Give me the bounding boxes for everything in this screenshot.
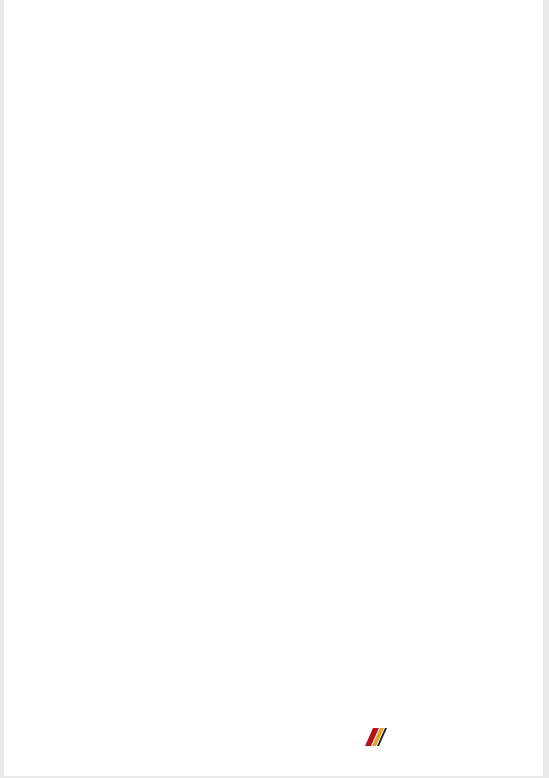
mit-logo bbox=[359, 722, 539, 752]
chart1-plot bbox=[59, 505, 269, 657]
page bbox=[4, 0, 543, 776]
chart2-plot bbox=[274, 505, 479, 657]
mit-logo-mark bbox=[365, 728, 387, 746]
